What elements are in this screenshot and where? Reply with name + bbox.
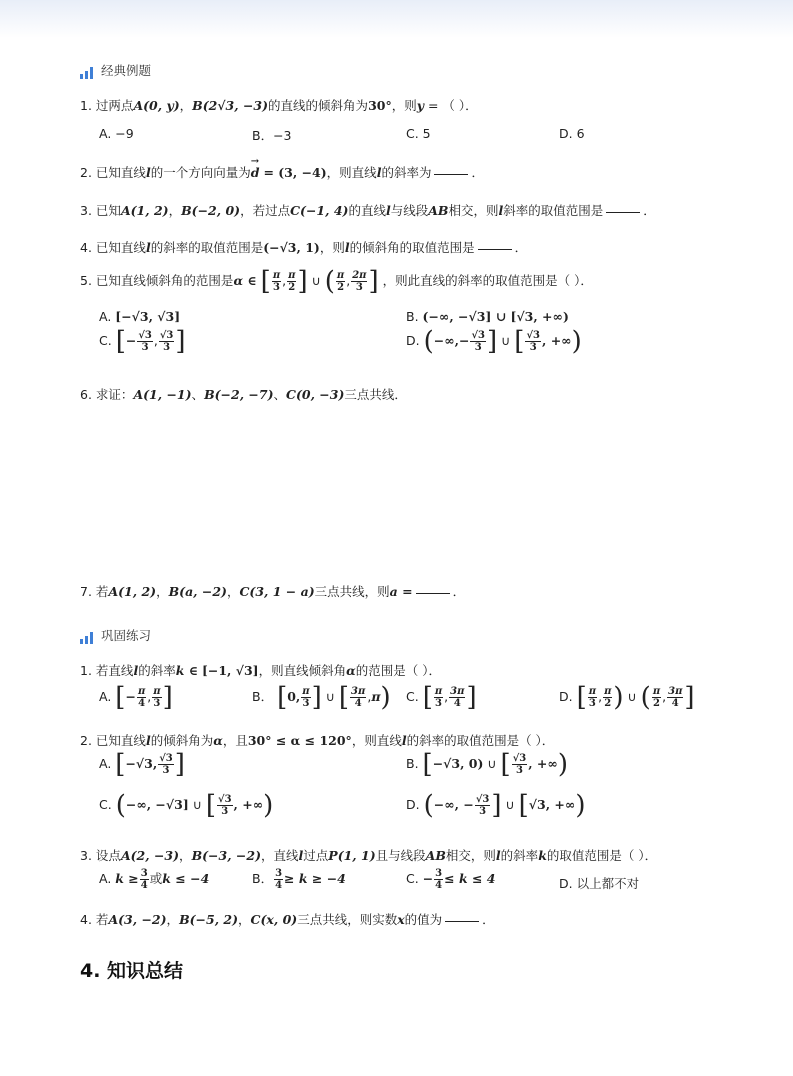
bar-chart-icon <box>80 67 93 79</box>
knowledge-summary-heading: 4. 知识总结 <box>80 960 184 982</box>
answer-blank[interactable] <box>606 212 640 213</box>
p2-option-b: B. [−√3, 0) ∪ [ $\frac{√3}{3}$ , +∞) <box>406 749 568 780</box>
q1-option-c: C. 5 <box>406 126 431 141</box>
p3-option-b: B． $\frac{3}{4}$ ≥ k ≥ −4 <box>252 868 346 891</box>
q5-option-b: B. (−∞, −√3] ∪ [√3, +∞) <box>406 309 569 324</box>
question-7: 7. 若A(1, 2)，B(a, −2)，C(3, 1 − a)三点共线，则a = ． <box>80 584 466 599</box>
answer-blank[interactable] <box>416 593 450 594</box>
p1-option-a: A. [− $\frac{\pi}{4}$ , $\frac{\pi}{3}$ ] <box>99 682 173 713</box>
question-5: 5. 已知直线倾斜角的范围是α ∈ [ $\frac{\pi}{3}$ , $\frac{\pi}{2}$ ] ∪ ( $\frac{\pi}{2}$ , $\frac{2\pi}{3}$ ] ，则此直线的斜率的取值范围是（ ）． <box>80 266 593 297</box>
p3-option-d: D. 以上都不对 <box>559 876 640 891</box>
p3-option-c: C. − $\frac{3}{4}$ ≤ k ≤ 4 <box>406 868 496 891</box>
p3-option-a: A. k ≥ $\frac{3}{4}$ 或k ≤ −4 <box>99 868 210 891</box>
q1-option-a: A. −9 <box>99 126 134 141</box>
q5-option-c: C. [− $\frac{√3}{3}$ , $\frac{√3}{3}$ ] <box>99 326 186 357</box>
bar-chart-icon <box>80 632 93 644</box>
p1-option-b: B． [0, $\frac{\pi}{3}$ ] ∪ [ $\frac{3\pi}{4}$ ,π) <box>252 682 391 713</box>
header-band <box>0 0 793 38</box>
question-4: 4. 已知直线l的斜率的取值范围是(−√3, 1)，则l的倾斜角的取值范围是 ． <box>80 240 528 255</box>
q5-option-d: D. (−∞,− $\frac{√3}{3}$ ] ∪ [ $\frac{√3}{3}$ , +∞) <box>406 326 582 357</box>
q5-option-a: A. [−√3, √3] <box>99 309 181 324</box>
p2-option-c: C. (−∞, −√3] ∪ [ $\frac{√3}{3}$ , +∞) <box>99 790 274 821</box>
p2-option-a: A. [−√3, $\frac{√3}{3}$ ] <box>99 749 185 780</box>
q1-option-d: D. 6 <box>559 126 585 141</box>
question-2: 2. 已知直线l的一个方向向量为d → = (3, −4)，则直线l的斜率为 ． <box>80 156 484 180</box>
vector-arrow-icon: → <box>250 156 260 167</box>
practice-question-3: 3. 设点A(2, −3)，B(−3, −2)，直线l过点P(1, 1)且与线段AB相交，则l的斜率k的取值范围是（ ）． <box>80 848 658 863</box>
section-title-examples: 经典例题 <box>80 61 151 79</box>
question-6: 6. 求证：A(1, −1)、B(−2, −7)、C(0, −3)三点共线． <box>80 387 407 402</box>
answer-blank[interactable] <box>434 174 468 175</box>
p1-option-d: D. [ $\frac{\pi}{3}$ , $\frac{\pi}{2}$ ) ∪ ( $\frac{\pi}{2}$ , $\frac{3\pi}{4}$ ] <box>559 682 695 713</box>
p1-option-c: C. [ $\frac{\pi}{3}$ , $\frac{3\pi}{4}$ ] <box>406 682 477 713</box>
answer-blank[interactable] <box>478 249 512 250</box>
practice-question-2: 2. 已知直线l的倾斜角为α，且30° ≤ α ≤ 120°，则直线l的斜率的取值范围是（ ）． <box>80 733 555 748</box>
practice-question-4: 4. 若A(3, −2)，B(−5, 2)，C(x, 0)三点共线，则实数x的值为 ． <box>80 912 495 927</box>
practice-question-1: 1. 若直线l的斜率k ∈ [−1, √3]，则直线倾斜角α的范围是（ ）． <box>80 663 441 678</box>
answer-blank[interactable] <box>445 921 479 922</box>
question-1: 1. 过两点A(0, y)，B(2√3, −3)的直线的倾斜角为30°，则y = （ ）． <box>80 98 478 113</box>
question-3: 3. 已知A(1, 2)，B(−2, 0)，若过点C(−1, 4)的直线l与线段AB相交，则l斜率的取值范围是 ． <box>80 203 656 218</box>
section-title-practice: 巩固练习 <box>80 626 151 644</box>
q1-option-b: B．−3 <box>252 128 292 143</box>
p2-option-d: D. (−∞, − $\frac{√3}{3}$ ] ∪ [√3, +∞) <box>406 790 586 821</box>
